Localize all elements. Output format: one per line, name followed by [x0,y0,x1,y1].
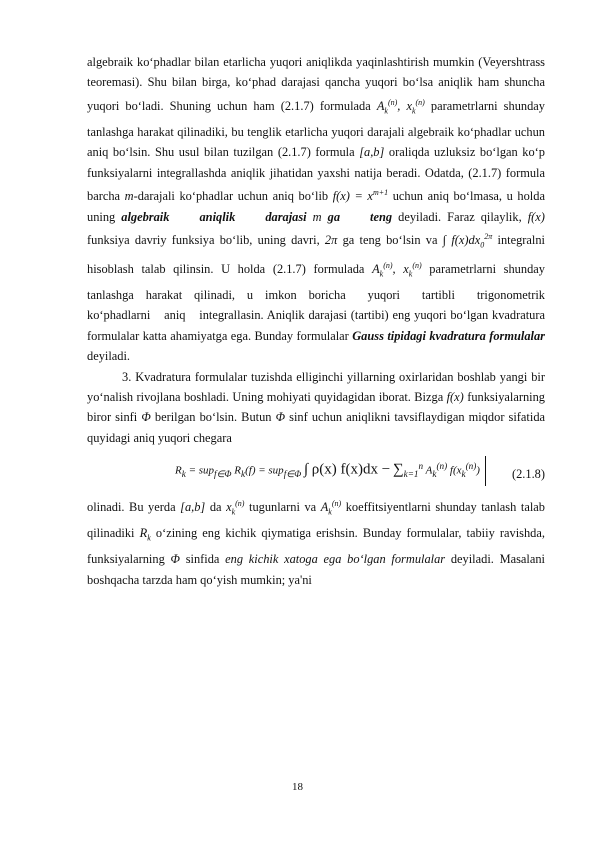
text-line: berilgan bo‘lsin. Butun [154,410,272,425]
formula-fx: f(x) [446,390,464,404]
page-body [87,52,545,590]
formula-phi: Φ [141,410,151,425]
formula-interval: [a,b] [180,500,206,515]
text-line: uchun aniq bo‘lmasa, u holda uning [87,189,545,224]
abs-bar [485,456,486,486]
paragraph-2 [87,367,545,449]
text-line: deyiladi. [398,209,442,224]
text-line: 3. Kvadratura formulalar tuzishda elliginchi yillarning oxirlaridan boshlab [122,369,496,384]
text-line: bo‘lsin va [386,233,438,248]
text-line: parametrlarni shunday tanlashga harakat qilinadiki, bu tenglik etarlicha [87,98,545,139]
term-min-error: eng kichik xatoga ega bo‘lgan [225,552,386,567]
paragraph-2-cont [87,494,545,590]
text-line: sinf uchun [289,410,343,425]
formula-A-k: $A_k^{(n)}$ [320,499,342,517]
text-line: koeffitsiyentlarni shunday tanlash [345,500,517,515]
text-line: parametrlarni shunday tanlashga harakat qilinadi, u imkon [87,262,545,302]
text-line: aniqlikni tavsiflaydigan miqdor sifatida quyidagi aniq yuqori chegara [87,410,546,445]
formula-m: m [124,189,134,204]
text-line: aniqlik jihatidan yaxshi natija beradi. Odatda, (2.1.7) formula barcha [87,165,545,204]
formula-x-k: $x_k^{(n)}$ [226,499,245,517]
formula-fx: f(x) [527,209,545,224]
formula-R-n: $R_k$ [139,526,151,543]
text-line: sinfida [185,552,220,567]
page-number: 18 [292,781,303,793]
text-line: oraliqda uzluksiz bo‘lgan ko‘p funksiyalarni integrallashda [87,145,545,180]
formula-phi: Φ [170,552,180,567]
text-line: formulada [313,262,365,277]
formula-inline-A-x: $A_k^{(n)}$, $x_k^{(n)}$ [376,97,425,116]
text-line: ko‘phadlar uchun aniq bo‘lib [179,189,329,204]
formula-interval: [a,b] [359,145,385,160]
text-line: (Veyershtrass teoremasi). Shu bilan birga, ko‘phad darajasi qancha yuqori bo‘lsa [87,55,545,90]
text-line: ahamiyatga ega. Bunday formulalar [170,328,349,343]
text-line: Faraz qilaylik, [447,209,522,224]
text-line: boricha yuqori tartibli trigonometrik ko‘phadlarni aniq integrallasin. [87,287,545,323]
text-line: algebraik ko‘phadlar bilan etarlicha yuqori aniqlikda yaqinlashtirish mumkin [87,55,475,69]
formula-two-pi: 2π [324,233,338,248]
text-line: deyiladi. Masalani boshqacha tarzda ham qo‘yish mumkin; ya'ni [87,552,545,587]
term-formulas: formulalar [391,552,446,567]
text-line: -darajali [133,189,175,204]
text-line: integralni hisoblash talab qilinsin. U holda (2.1.7) [87,233,545,277]
text-line: talab qilinadiki [87,500,545,541]
text-line: o‘zining eng kichik qiymatiga erishsin. Bunday formulalar, [155,526,462,541]
paragraph-1 [87,52,545,367]
text-line: da [209,500,222,515]
formula-inline-A-x: $A_k^{(n)}$, $x_k^{(n)}$ [372,260,422,279]
text-line: aniqlik ham shuncha yuqori bo‘ladi. Shuning uchun ham (2.1.7) formulada [87,75,545,113]
text-line: funksiya davriy funksiya bo‘lib, uning davri, [87,233,320,248]
formula-fx-power: $f(x) = x^{m+1}$ [332,188,389,204]
text-line: yangi bir yo‘nalish rivojlana boshladi. Uning mohiyati quyidagidan iborat. Bizga [87,369,546,404]
equation-number: (2.1.8) [511,467,545,482]
text-line: yuqori darajali algebraik ko‘phadlar uchun aniq bo‘lsin. Shu usul bilan tuzilgan [87,124,545,160]
text-line: tabiiy ravishda, funksiyalarning [87,526,545,567]
formula-m: m [312,209,322,224]
text-line: Aniqlik darajasi (tartibi) eng yuqori bo‘lgan kvadratura formulalar katta [87,308,545,343]
text-line: deyiladi. [87,349,131,364]
formula-phi: Φ [275,410,286,425]
text-line: funksiyalarning biror sinfi [87,390,545,425]
text-line: olinadi. Bu yerda [87,500,176,515]
text-line: ga teng [342,233,381,248]
equation-2-1-8: $R_k = sup_{f\in\Phi}$ $R_k(f) = sup_{f\in\Phi}$ ∫ ρ(x) $f(x)dx - \sum_{k=1}^n$ $A_k^{(n)}$ $f(x_k^{(n)})$ [175,456,488,486]
term-equal: ga teng [327,209,393,224]
formula-integral: ∫ $f(x)dx_0^{2\pi}$ [442,231,493,250]
term-gauss-formulas: Gauss tipidagi kvadratura formulalar [352,328,545,343]
term-algebraic-degree: algebraik aniqlik darajasi [121,209,307,224]
display-equation [87,450,545,490]
text-line: (2.1.7) formula [277,145,355,160]
text-line: tugunlarni va [249,500,317,515]
